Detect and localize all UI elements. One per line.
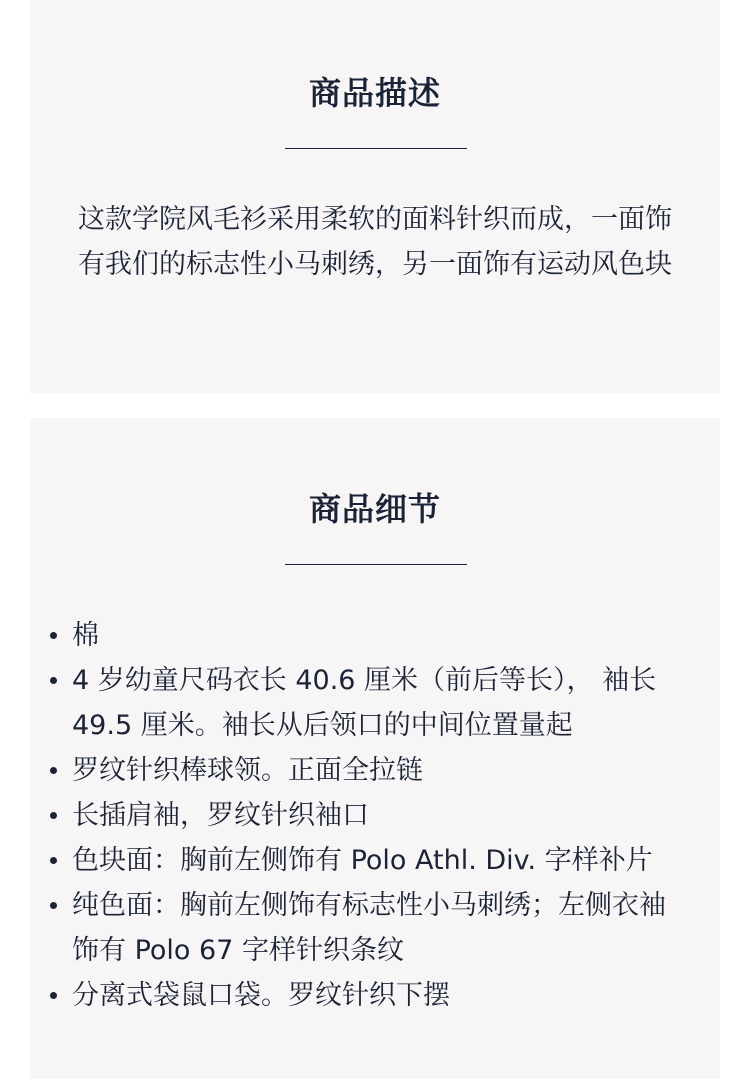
detail-item-text: 色块面：胸前左侧饰有 Polo Athl. Div. 字样补片 bbox=[72, 845, 653, 876]
detail-item bbox=[72, 973, 686, 1018]
product-details-card bbox=[30, 418, 720, 1079]
product-description-card bbox=[30, 0, 720, 393]
detail-item bbox=[72, 838, 686, 883]
bullet-icon bbox=[50, 677, 57, 684]
product-description-text: 这款学院风毛衫采用柔软的面料针织而成，一面饰有我们的标志性小马刺绣，另一面饰有运动风色块 bbox=[78, 204, 672, 280]
detail-item-text: 棉 bbox=[72, 620, 99, 651]
product-details-title: 商品细节 bbox=[308, 490, 441, 528]
bullet-icon bbox=[50, 992, 57, 999]
product-description-title: 商品描述 bbox=[308, 74, 441, 112]
detail-item bbox=[72, 883, 686, 973]
bullet-icon bbox=[50, 857, 57, 864]
detail-item-text: 4 岁幼童尺码衣长 40.6 厘米（前后等长）， 袖长 49.5 厘米。袖长从后领口的中间位置量起 bbox=[72, 665, 657, 741]
detail-item-text: 纯色面：胸前左侧饰有标志性小马刺绣；左侧衣袖饰有 Polo 67 字样针织条纹 bbox=[72, 890, 666, 966]
title-divider bbox=[285, 564, 467, 565]
detail-item bbox=[72, 658, 686, 748]
product-details-list bbox=[72, 613, 686, 1018]
detail-item-text: 长插肩袖，罗纹针织袖口 bbox=[72, 800, 369, 831]
detail-item-text: 罗纹针织棒球领。正面全拉链 bbox=[72, 755, 423, 786]
bullet-icon bbox=[50, 812, 57, 819]
bullet-icon bbox=[50, 632, 57, 639]
detail-item-text: 分离式袋鼠口袋。罗纹针织下摆 bbox=[72, 980, 450, 1011]
bullet-icon bbox=[50, 767, 57, 774]
title-divider bbox=[285, 148, 467, 149]
detail-item bbox=[72, 748, 686, 793]
bullet-icon bbox=[50, 902, 57, 909]
detail-item bbox=[72, 793, 686, 838]
detail-item bbox=[72, 613, 686, 658]
